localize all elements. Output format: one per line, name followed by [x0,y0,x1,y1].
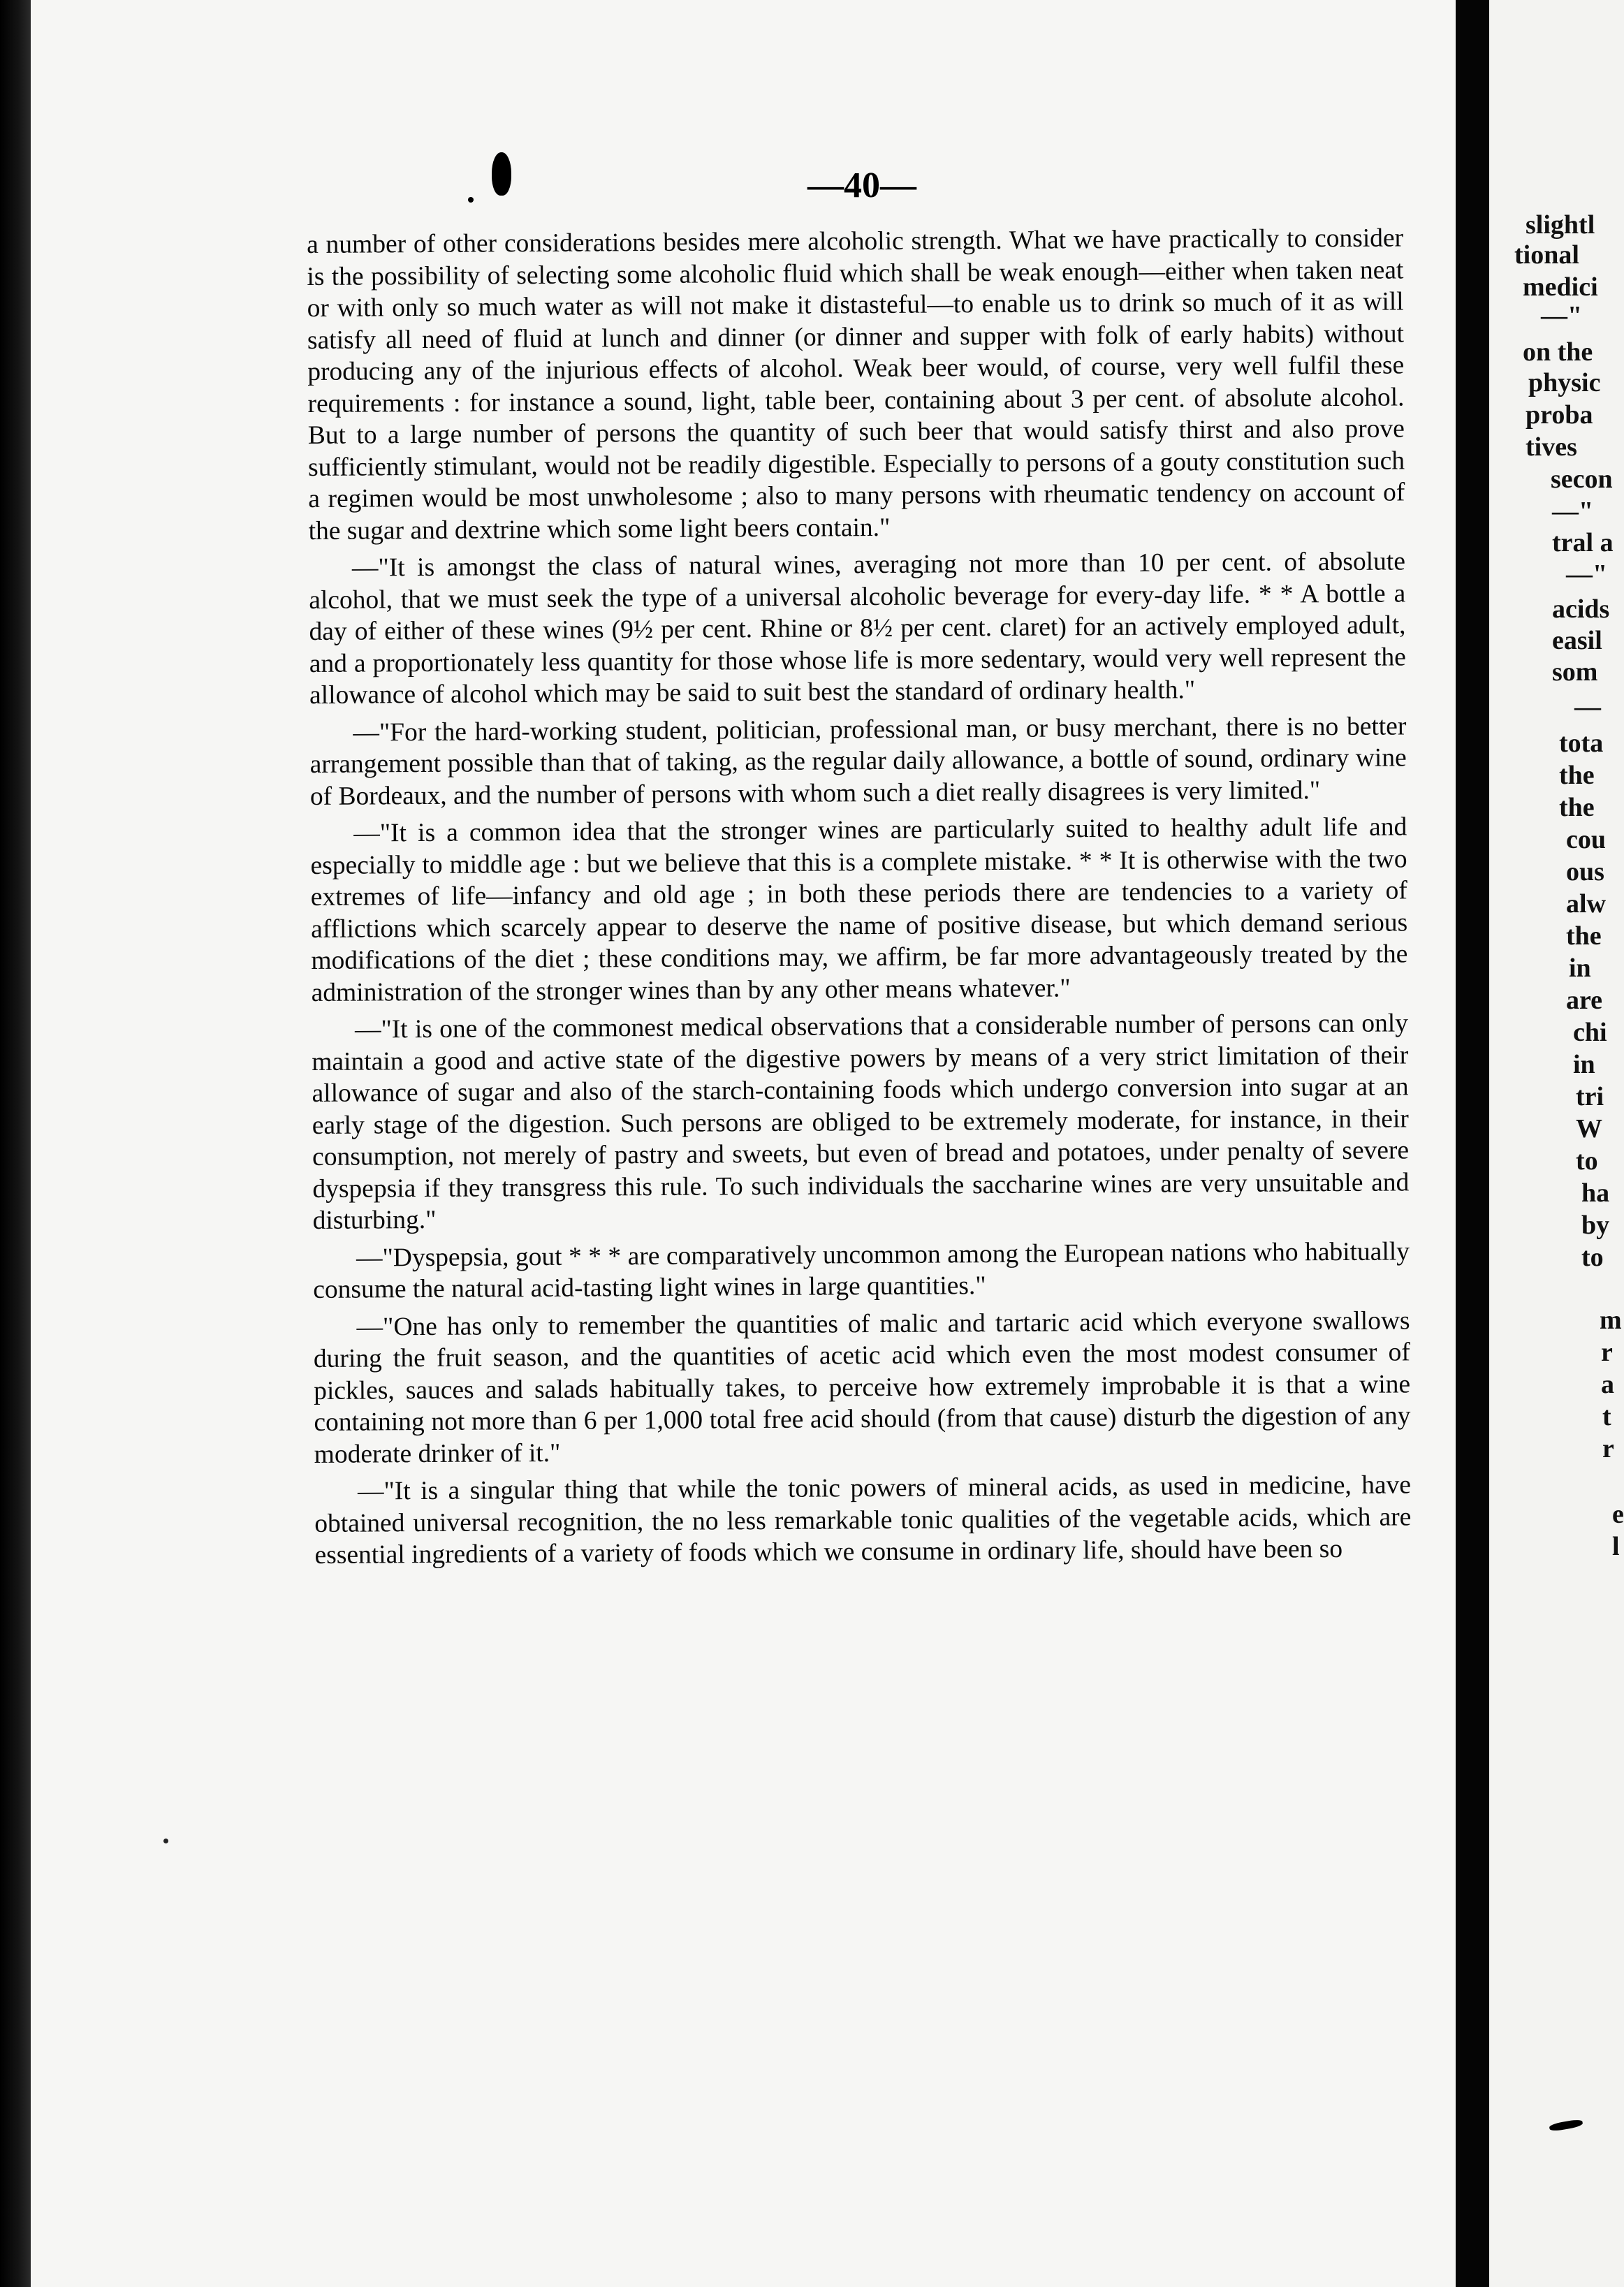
paragraph: —"Dyspepsia, gout * * * are comparatively uncommon among the European nations who habitually consume the natural acid-tasting light wines in large quantities." [313,1236,1410,1304]
paragraph: a number of other considerations besides mere alcoholic strength. What we have practically to consider is the possibility of selecting some alcoholic fluid which shall be weak enough—either when taken neat or with only so much water as will not make it distasteful—to enable us to drink so much of it as will satisfy all need of fluid at lunch and dinner (or dinner and supper with folk of early habits) without producing any of the injurious effects of alcohol. Weak beer would, of course, very well fulfil these requirements : for instance a sound, light, table beer, containing about 3 per cent. of absolute alcohol. But to a large number of persons the quantity of such beer that would satisfy thirst and also prove sufficiently stimulant, would not be readily digestible. Especially to persons of a gouty constitution such a regimen would be most unwholesome ; also to many persons with rheumatic tendency on account of the sugar and dextrine which some light beers contain." [307,224,1405,546]
ink-dash [1549,2119,1583,2132]
facing-fragment: r [1601,1338,1613,1367]
facing-fragment: to [1581,1243,1604,1272]
facing-fragment: on the [1523,337,1593,367]
facing-fragment: the [1559,761,1595,790]
facing-fragment: t [1602,1402,1611,1431]
ink-speck [468,197,474,203]
facing-fragment: medici [1523,272,1598,302]
facing-fragment: the [1566,921,1602,951]
facing-fragment: r [1602,1434,1614,1463]
facing-fragment: tota [1559,729,1604,758]
facing-fragment: W [1576,1114,1602,1144]
facing-fragment: in [1569,953,1591,983]
facing-fragment: a [1601,1370,1614,1399]
facing-fragment: proba [1526,400,1593,430]
facing-fragment: — [1574,692,1601,722]
facing-fragment: cou [1566,825,1606,854]
facing-fragment: —" [1566,560,1608,589]
facing-fragment: chi [1573,1018,1607,1047]
page-sheet [31,0,1456,2287]
paragraph: —"It is a common idea that the stronger wines are particularly suited to healthy adult life and especially to middle age : but we believe that this is a complete mistake. * * It is otherwise with the two extremes of life—infancy and old age ; in both these periods there are tendencies to a variety of afflictions which scarcely appear to deserve the name of positive disease, but which demand serious modifications of the diet ; these conditions may, we affirm, be far more advantageously treated by the administration of the stronger wines than by any other means whatever." [310,812,1408,1007]
facing-fragment: tri [1576,1082,1604,1111]
facing-fragment: m [1600,1306,1622,1335]
paragraph: —"It is one of the commonest medical observations that a considerable number of persons can only maintain a good and active state of the digestive powers by means of a very strict limitation of their allowance of sugar and also of the starch-containing foods which undergo conversion into sugar at an early stage of the digestion. Such persons are obliged to be extremely moderate, for instance, in their consumption, not merely of pastry and sweets, but even of bread and potatoes, under penalty of severe dyspepsia if they transgress this rule. To such individuals the saccharine wines are very unsuitable and disturbing." [312,1009,1410,1235]
ink-blot [492,152,511,196]
paragraph: —"For the hard-working student, politician, professional man, or busy merchant, there is no better arrangement possible than that of taking, as the regular daily allowance, a bottle of sound, ordinary wine of Bordeaux, and the number of persons with whom such a diet really disagrees is very limited." [309,711,1407,811]
facing-fragment: alw [1566,889,1606,919]
facing-fragment: som [1552,657,1598,687]
facing-fragment: slightl [1526,210,1595,240]
facing-page [1489,0,1624,2287]
margin-speck [163,1839,168,1843]
facing-fragment: tional [1514,240,1579,270]
scan-left-edge [0,0,31,2287]
page-number: —40— [807,166,916,205]
paragraph: —"It is amongst the class of natural wines, averaging not more than 10 per cent. of absolute alcohol, that we must seek the type of a universal alcoholic beverage for every-day life. * * A bottle a day of either of these wines (9½ per cent. Rhine or 8½ per cent. claret) for an actively employed adult, and a proportionately less quantity for those whose life is more sedentary, would very well represent the allowance of alcohol which may be said to suit best the standard of ordinary health." [309,547,1406,710]
facing-fragment: by [1581,1211,1610,1240]
facing-fragment: acids [1552,594,1610,624]
facing-fragment: —" [1552,497,1594,526]
facing-fragment: in [1573,1050,1595,1079]
facing-fragment: e [1612,1500,1624,1529]
facing-fragment: ous [1566,857,1604,886]
facing-fragment: are [1566,986,1603,1015]
facing-fragment: l [1612,1532,1620,1561]
facing-fragment: to [1576,1146,1598,1176]
paragraph: —"One has only to remember the quantities of malic and tartaric acid which everyone swallows during the fruit season, and the quantities of acetic acid which even the most modest consumer of pickles, sauces and salads habitually takes, to perceive how extremely improbable it is that a wine containing not more than 6 per 1,000 total free acid should (from that cause) disturb the digestion of any moderate drinker of it." [313,1306,1411,1469]
facing-fragment: physic [1528,368,1601,397]
facing-fragment: —" [1541,301,1583,330]
facing-fragment: secon [1551,465,1613,494]
book-gutter [1456,0,1489,2287]
facing-fragment: tives [1526,432,1577,462]
body-text [307,222,1412,1577]
facing-fragment: tral a [1552,528,1614,557]
paragraph: —"It is a singular thing that while the tonic powers of mineral acids, as used in medicine, have obtained universal recognition, the no less remarkable tonic qualities of the vegetable acids, which are essential ingredients of a variety of foods which we consume in ordinary life, should have been so [314,1470,1412,1570]
facing-fragment: ha [1581,1178,1610,1208]
facing-fragment: easil [1552,626,1602,655]
facing-fragment: the [1559,793,1595,822]
